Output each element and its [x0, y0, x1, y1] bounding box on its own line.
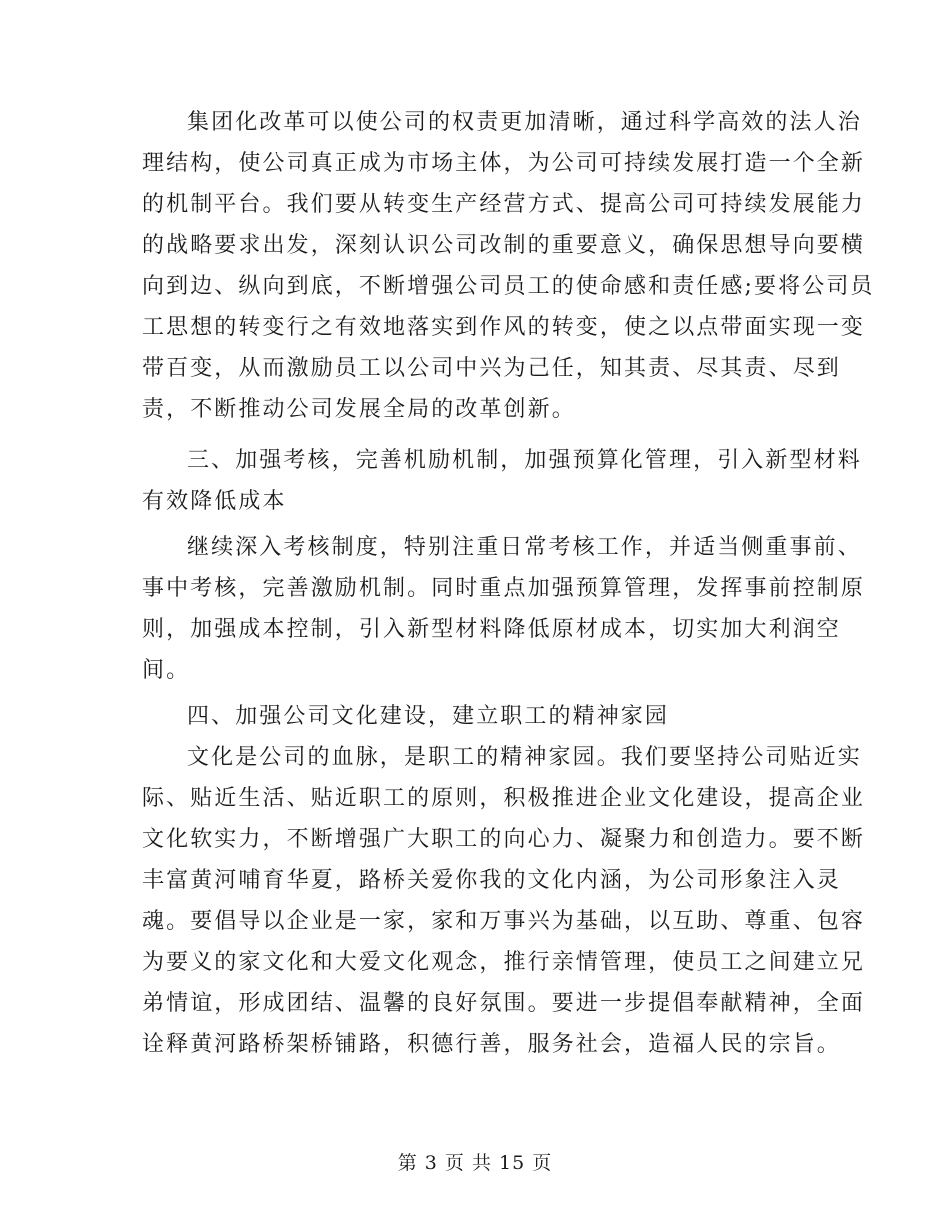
paragraph-line: 为要义的家文化和大爱文化观念，推行亲情管理，使员工之间建立兄	[142, 950, 866, 975]
paragraph-line: 向到边、纵向到底，不断增强公司员工的使命感和责任感;要将公司员	[142, 274, 875, 299]
paragraph-line: 文化是公司的血脉，是职工的精神家园。我们要坚持公司贴近实	[187, 745, 862, 770]
paragraph-line: 文化软实力，不断增强广大职工的向心力、凝聚力和创造力。要不断	[142, 827, 866, 852]
section-heading-3: 三、加强考核，完善机励机制，加强预算化管理，引入新型材料	[187, 448, 862, 473]
paragraph-line: 则，加强成本控制，引入新型材料降低原材成本，切实加大利润空	[142, 617, 841, 642]
section-heading-3-cont: 有效降低成本	[142, 489, 287, 514]
paragraph-line: 工思想的转变行之有效地落实到作风的转变，使之以点带面实现一变	[142, 315, 866, 340]
page-number-footer: 第 3 页 共 15 页	[397, 1152, 553, 1174]
paragraph-line: 集团化改革可以使公司的权责更加清晰，通过科学高效的法人治	[187, 110, 862, 135]
paragraph-line: 的机制平台。我们要从转变生产经营方式、提高公司可持续发展能力	[142, 192, 866, 217]
paragraph-line: 带百变，从而激励员工以公司中兴为己任，知其责、尽其责、尽到	[142, 356, 841, 381]
paragraph-line: 的战略要求出发，深刻认识公司改制的重要意义，确保思想导向要横	[142, 233, 866, 258]
paragraph-line: 际、贴近生活、贴近职工的原则，积极推进企业文化建设，提高企业	[142, 786, 866, 811]
paragraph-line: 间。	[142, 658, 191, 683]
paragraph-line: 丰富黄河哺育华夏，路桥关爱你我的文化内涵，为公司形象注入灵	[142, 868, 841, 893]
paragraph-line: 诠释黄河路桥架桥铺路，积德行善，服务社会，造福人民的宗旨。	[142, 1032, 841, 1057]
paragraph-line: 弟情谊，形成团结、温馨的良好氛围。要进一步提倡奉献精神，全面	[142, 991, 866, 1016]
paragraph-line: 事中考核，完善激励机制。同时重点加强预算管理，发挥事前控制原	[142, 576, 866, 601]
paragraph-line: 魂。要倡导以企业是一家，家和万事兴为基础，以互助、尊重、包容	[142, 909, 866, 934]
paragraph-line: 责，不断推动公司发展全局的改革创新。	[142, 397, 576, 422]
section-heading-4: 四、加强公司文化建设，建立职工的精神家园	[187, 704, 670, 729]
paragraph-line: 理结构，使公司真正成为市场主体，为公司可持续发展打造一个全新	[142, 151, 866, 176]
paragraph-line: 继续深入考核制度，特别注重日常考核工作，并适当侧重事前、	[187, 535, 862, 560]
